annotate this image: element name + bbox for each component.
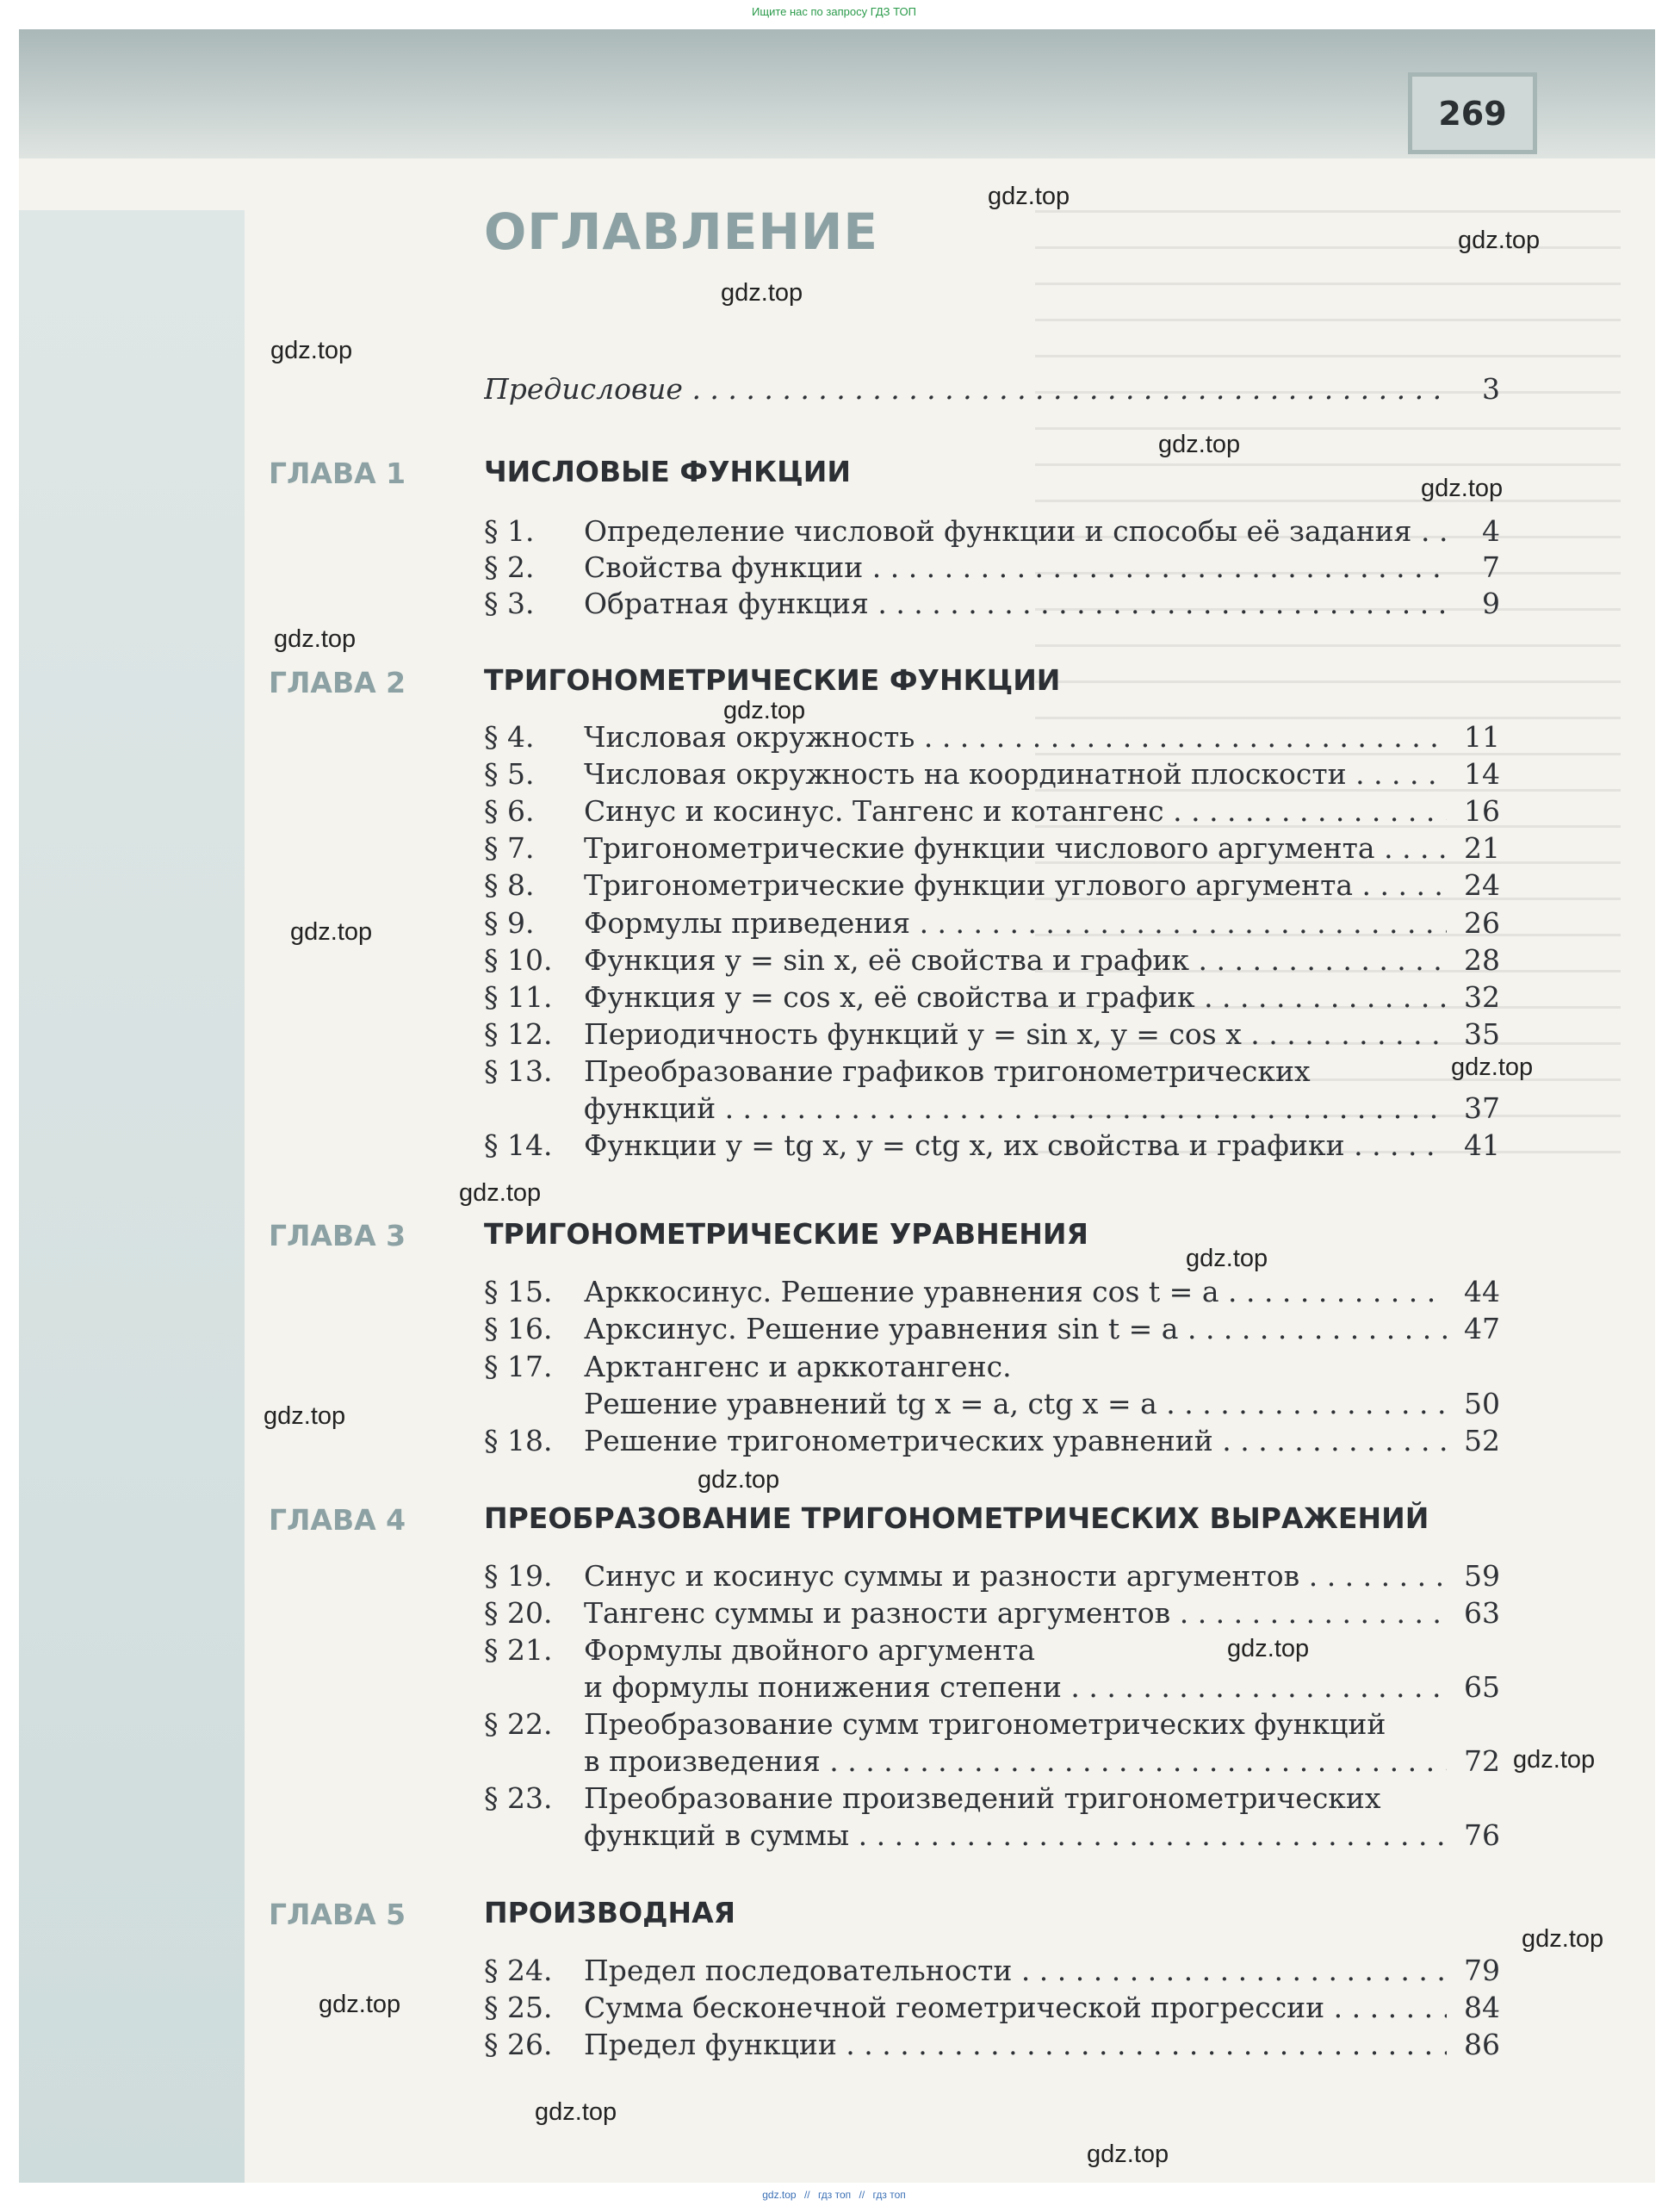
entry-title: Преобразование графиков тригонометрических bbox=[584, 1054, 1311, 1088]
entry-title: Решение тригонометрических уравнений . . . bbox=[584, 1424, 1447, 1457]
entry-number: § 10. bbox=[484, 943, 553, 977]
entry-page: 9 bbox=[1482, 587, 1500, 620]
entry-title: Тригонометрические функции числового аргумента . . . bbox=[584, 831, 1447, 865]
entry-page: 7 bbox=[1482, 550, 1500, 584]
entry-number: § 18. bbox=[484, 1424, 553, 1457]
toc-entry[interactable] bbox=[484, 1017, 1500, 1055]
entry-title: Тригонометрические функции углового аргумента . . . bbox=[584, 868, 1447, 902]
entry-number: § 24. bbox=[484, 1954, 553, 1987]
entry-number: § 8. bbox=[484, 868, 535, 902]
entry-number: § 6. bbox=[484, 794, 535, 828]
toc-entry[interactable] bbox=[484, 906, 1500, 944]
watermark: gdz.top bbox=[290, 918, 373, 946]
entry-number: § 2. bbox=[484, 550, 535, 584]
entry-number: § 3. bbox=[484, 587, 535, 620]
entry-title: Тангенс суммы и разности аргументов . . . bbox=[584, 1596, 1447, 1630]
entry-page: 65 bbox=[1464, 1670, 1500, 1704]
toc-entry[interactable] bbox=[484, 1559, 1500, 1597]
entry-page: 41 bbox=[1464, 1128, 1500, 1162]
watermark: gdz.top bbox=[270, 337, 353, 364]
bottom-link[interactable]: гдз топ bbox=[872, 2189, 906, 2201]
entry-title: Предел последовательности . . . bbox=[584, 1954, 1447, 1987]
entry-title: Синус и косинус суммы и разности аргументов . . . bbox=[584, 1559, 1447, 1593]
toc-entry[interactable] bbox=[484, 720, 1500, 758]
entry-title: Функция y = cos x, её свойства и график . . . bbox=[584, 980, 1447, 1014]
watermark: gdz.top bbox=[274, 625, 357, 653]
toc-entry[interactable] bbox=[484, 943, 1500, 981]
margin-band bbox=[19, 210, 245, 2183]
entry-title: Преобразование произведений тригонометрических bbox=[584, 1781, 1381, 1815]
entry-page: 3 bbox=[1482, 372, 1500, 406]
entry-number: § 12. bbox=[484, 1017, 553, 1051]
entry-page: 4 bbox=[1482, 514, 1500, 548]
toc-entry[interactable] bbox=[484, 514, 1500, 552]
entry-title: в произведения . . . bbox=[584, 1744, 1447, 1778]
chapter-label: ГЛАВА 2 bbox=[269, 666, 406, 699]
watermark: gdz.top bbox=[723, 697, 806, 724]
toc-entry[interactable] bbox=[484, 587, 1500, 624]
toc-entry-continued[interactable] bbox=[484, 1670, 1500, 1708]
watermark: gdz.top bbox=[1522, 1925, 1604, 1953]
entry-page: 76 bbox=[1464, 1818, 1500, 1852]
toc-entry-continued[interactable] bbox=[484, 1387, 1500, 1425]
chapter-label: ГЛАВА 4 bbox=[269, 1503, 406, 1537]
watermark: gdz.top bbox=[1421, 475, 1504, 502]
entry-title: Функция y = sin x, её свойства и график . . . bbox=[584, 943, 1447, 977]
toc-entry[interactable] bbox=[484, 550, 1500, 588]
page-number: 269 bbox=[1408, 72, 1537, 154]
watermark: gdz.top bbox=[1087, 2141, 1169, 2168]
entry-title: и формулы понижения степени . . . bbox=[584, 1670, 1447, 1704]
chapter-label: ГЛАВА 3 bbox=[269, 1219, 406, 1252]
entry-number: § 15. bbox=[484, 1275, 553, 1308]
entry-title: Предел функции . . . bbox=[584, 2028, 1447, 2061]
entry-page: 86 bbox=[1464, 2028, 1500, 2061]
toc-entry[interactable] bbox=[484, 1350, 1500, 1388]
entry-page: 11 bbox=[1464, 720, 1500, 754]
entry-number: § 22. bbox=[484, 1707, 553, 1741]
entry-title: Предисловие . . . bbox=[484, 372, 1447, 406]
entry-number: § 17. bbox=[484, 1350, 553, 1383]
link-separator: // bbox=[803, 2189, 810, 2201]
toc-entry[interactable] bbox=[484, 1424, 1500, 1462]
entry-number: § 26. bbox=[484, 2028, 553, 2061]
entry-title: Обратная функция . . . bbox=[584, 587, 1447, 620]
entry-page: 14 bbox=[1464, 757, 1500, 791]
toc-entry[interactable] bbox=[484, 980, 1500, 1018]
chapter-title[interactable]: ТРИГОНОМЕТРИЧЕСКИЕ ФУНКЦИИ bbox=[484, 663, 1061, 697]
entry-page: 84 bbox=[1464, 1991, 1500, 2024]
entry-page: 50 bbox=[1464, 1387, 1500, 1420]
toc-title: ОГЛАВЛЕНИЕ bbox=[484, 202, 879, 261]
entry-page: 26 bbox=[1464, 906, 1500, 940]
bottom-link[interactable]: gdz.top bbox=[762, 2189, 797, 2201]
chapter-title[interactable]: ЧИСЛОВЫЕ ФУНКЦИИ bbox=[484, 455, 851, 488]
entry-page: 28 bbox=[1464, 943, 1500, 977]
watermark: gdz.top bbox=[1158, 431, 1241, 458]
watermark: gdz.top bbox=[698, 1466, 780, 1494]
entry-title: функций в суммы . . . bbox=[584, 1818, 1447, 1852]
entry-number: § 19. bbox=[484, 1559, 553, 1593]
entry-title: Формулы двойного аргумента bbox=[584, 1633, 1036, 1667]
toc-entry[interactable] bbox=[484, 1781, 1500, 1819]
toc-entry-preface[interactable] bbox=[484, 372, 1500, 410]
entry-number: § 7. bbox=[484, 831, 535, 865]
watermark: gdz.top bbox=[264, 1402, 346, 1430]
entry-title: Числовая окружность на координатной плоскости . . . bbox=[584, 757, 1447, 791]
watermark: gdz.top bbox=[535, 2098, 617, 2126]
entry-page: 52 bbox=[1464, 1424, 1500, 1457]
entry-title: Функции y = tg x, y = ctg x, их свойства и графики . . . bbox=[584, 1128, 1447, 1162]
entry-title: Арксинус. Решение уравнения sin t = a . . . bbox=[584, 1312, 1447, 1345]
watermark: gdz.top bbox=[988, 183, 1070, 210]
entry-page: 72 bbox=[1464, 1744, 1500, 1778]
entry-number: § 4. bbox=[484, 720, 535, 754]
entry-number: § 9. bbox=[484, 906, 535, 940]
entry-number: § 20. bbox=[484, 1596, 553, 1630]
entry-number: § 25. bbox=[484, 1991, 553, 2024]
entry-title: Числовая окружность . . . bbox=[584, 720, 1447, 754]
toc-entry[interactable] bbox=[484, 868, 1500, 906]
toc-entry-continued[interactable] bbox=[484, 1818, 1500, 1856]
toc-entry[interactable] bbox=[484, 1312, 1500, 1350]
toc-entry[interactable] bbox=[484, 1707, 1500, 1745]
entry-number: § 5. bbox=[484, 757, 535, 791]
toc-entry-continued[interactable] bbox=[484, 1744, 1500, 1782]
entry-title: Периодичность функций y = sin x, y = cos x . . . bbox=[584, 1017, 1447, 1051]
toc-entry[interactable] bbox=[484, 1596, 1500, 1634]
entry-page: 47 bbox=[1464, 1312, 1500, 1345]
entry-title: Арккосинус. Решение уравнения cos t = a . . . bbox=[584, 1275, 1447, 1308]
chapter-title[interactable]: ТРИГОНОМЕТРИЧЕСКИЕ УРАВНЕНИЯ bbox=[484, 1217, 1088, 1251]
toc-entry-continued[interactable] bbox=[484, 1091, 1500, 1129]
entry-number: § 1. bbox=[484, 514, 535, 548]
toc-entry[interactable] bbox=[484, 1633, 1500, 1671]
toc-entry[interactable] bbox=[484, 1275, 1500, 1313]
toc-entry[interactable] bbox=[484, 757, 1500, 795]
toc-entry[interactable] bbox=[484, 1128, 1500, 1166]
entry-title: Синус и косинус. Тангенс и котангенс . . . bbox=[584, 794, 1447, 828]
watermark: gdz.top bbox=[1451, 1053, 1534, 1081]
chapter-title[interactable]: ПРОИЗВОДНАЯ bbox=[484, 1896, 736, 1929]
watermark: gdz.top bbox=[1458, 227, 1541, 254]
toc-entry[interactable] bbox=[484, 794, 1500, 832]
watermark: gdz.top bbox=[459, 1179, 542, 1207]
link-separator: // bbox=[859, 2189, 865, 2201]
toc-entry[interactable] bbox=[484, 2028, 1500, 2066]
watermark: gdz.top bbox=[1513, 1746, 1596, 1774]
entry-title: Свойства функции . . . bbox=[584, 550, 1447, 584]
chapter-label: ГЛАВА 5 bbox=[269, 1898, 406, 1931]
entry-title: Формулы приведения . . . bbox=[584, 906, 1447, 940]
entry-number: § 14. bbox=[484, 1128, 553, 1162]
toc-entry[interactable] bbox=[484, 831, 1500, 869]
entry-number: § 13. bbox=[484, 1054, 553, 1088]
entry-title: Сумма бесконечной геометрической прогрессии . . . bbox=[584, 1991, 1447, 2024]
bottom-links bbox=[0, 2189, 1668, 2201]
toc-entry[interactable] bbox=[484, 1954, 1500, 1991]
entry-page: 63 bbox=[1464, 1596, 1500, 1630]
entry-title: Решение уравнений tg x = a, ctg x = a . . . bbox=[584, 1387, 1447, 1420]
watermark: gdz.top bbox=[1186, 1245, 1268, 1272]
chapter-label: ГЛАВА 1 bbox=[269, 457, 406, 490]
entry-page: 16 bbox=[1464, 794, 1500, 828]
entry-page: 79 bbox=[1464, 1954, 1500, 1987]
entry-title: Определение числовой функции и способы её задания . . . bbox=[584, 514, 1447, 548]
entry-page: 21 bbox=[1464, 831, 1500, 865]
watermark: gdz.top bbox=[319, 1991, 401, 2018]
watermark: gdz.top bbox=[721, 279, 803, 307]
top-search-link[interactable]: Ищите нас по запросу ГДЗ ТОП bbox=[752, 5, 916, 18]
entry-number: § 23. bbox=[484, 1781, 553, 1815]
entry-title: функций . . . bbox=[584, 1091, 1447, 1125]
entry-page: 37 bbox=[1464, 1091, 1500, 1125]
toc-entry[interactable] bbox=[484, 1991, 1500, 2029]
entry-page: 59 bbox=[1464, 1559, 1500, 1593]
entry-page: 24 bbox=[1464, 868, 1500, 902]
entry-number: § 11. bbox=[484, 980, 553, 1014]
entry-number: § 21. bbox=[484, 1633, 553, 1667]
entry-number: § 16. bbox=[484, 1312, 553, 1345]
watermark: gdz.top bbox=[1227, 1635, 1310, 1662]
toc-entry[interactable] bbox=[484, 1054, 1500, 1092]
entry-page: 35 bbox=[1464, 1017, 1500, 1051]
entry-title: Преобразование сумм тригонометрических функций bbox=[584, 1707, 1386, 1741]
bottom-link[interactable]: гдз топ bbox=[817, 2189, 852, 2201]
entry-page: 44 bbox=[1464, 1275, 1500, 1308]
entry-page: 32 bbox=[1464, 980, 1500, 1014]
entry-title: Арктангенс и арккотангенс. bbox=[584, 1350, 1012, 1383]
chapter-title[interactable]: ПРЕОБРАЗОВАНИЕ ТРИГОНОМЕТРИЧЕСКИХ ВЫРАЖЕНИЙ bbox=[484, 1501, 1429, 1535]
